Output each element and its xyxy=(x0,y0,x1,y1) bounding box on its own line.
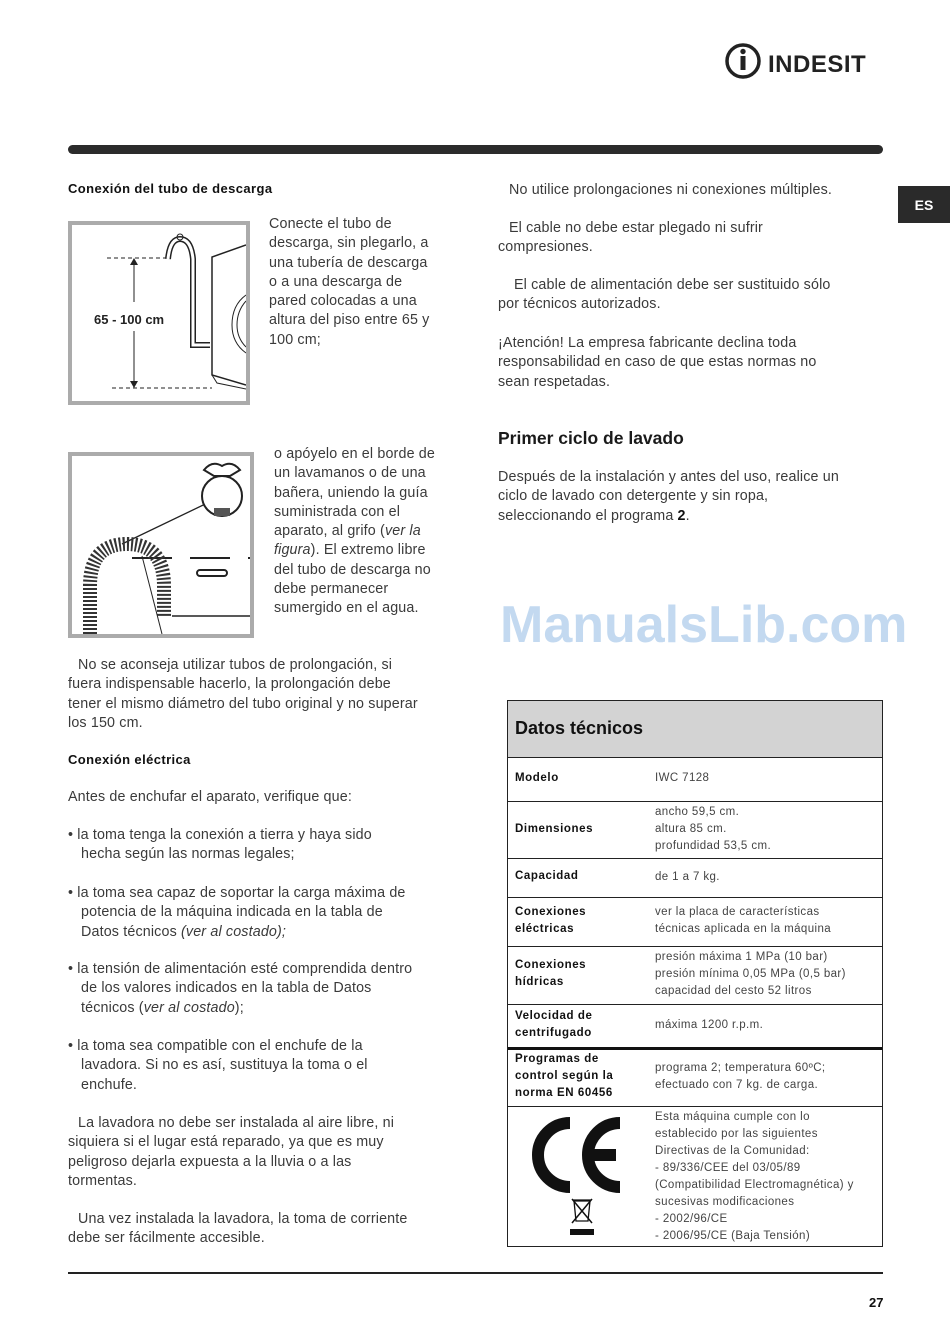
electrical-heading: Conexión eléctrica xyxy=(68,752,191,767)
language-tab: ES xyxy=(898,186,950,223)
header-rule xyxy=(68,145,883,154)
right-paragraph-1: No utilice prolongaciones ni conexiones múltiples. xyxy=(509,182,833,198)
extension-paragraph: No se aconseja utilizar tubos de prolongación, si fuera indispensable hacerlo, la prolongación debe tener el mismo diámetro del tubo original y no superar los 150 cm. xyxy=(68,657,418,731)
svg-text:INDESIT: INDESIT xyxy=(768,51,867,78)
access-paragraph: Una vez instalada la lavadora, la toma de corriente debe ser fácilmente accesible. xyxy=(68,1211,408,1247)
first-cycle-paragraph: Después de la instalación y antes del uso, realice un ciclo de lavado con detergente y sin ropa, seleccionando el programa 2. xyxy=(498,469,839,524)
row-label: Dimensiones xyxy=(515,823,594,835)
watermark: ManualsLib.com xyxy=(500,596,908,654)
outdoor-paragraph: La lavadora no debe ser instalada al aire libre, ni siquiera si el lugar está reparado, ya que es muy peligroso dejarla expuesta a la lluvia o a las tormentas. xyxy=(68,1115,395,1189)
table-row xyxy=(508,1050,882,1107)
height-range-label: 65 - 100 cm xyxy=(94,312,165,327)
row-label: Capacidad xyxy=(515,870,579,882)
table-row xyxy=(508,947,882,1005)
right-paragraph-2: El cable no debe estar plegado ni sufrir compresiones. xyxy=(498,220,763,256)
bullet-item: • la toma sea compatible con el enchufe de la lavadora. Si no es así, sustituya la toma o el enchufe. xyxy=(68,1038,368,1093)
bullet-item: • la toma tenga la conexión a tierra y haya sido hecha según las normas legales; xyxy=(68,827,372,863)
table-row xyxy=(508,802,882,859)
row-value: máxima 1200 r.p.m. xyxy=(655,1019,764,1031)
bullet-item: • la toma sea capaz de soportar la carga máxima de potencia de la máquina indicada en la tabla de Datos técnicos (ver al costado); xyxy=(68,885,406,940)
row-value: IWC 7128 xyxy=(655,772,710,784)
compliance-text: Esta máquina cumple con lo establecido por las siguientes Directivas de la Comunidad: - 89/336/CEE del 03/05/89 (Compatibilidad Electromagnética) y sucesivas modificaciones - 2002/96/CE - 2006/95/CE (Baja Tensión) xyxy=(655,1111,854,1242)
footer-rule xyxy=(68,1272,883,1274)
row-label: Programas de control según la norma EN 60456 xyxy=(515,1053,614,1099)
drain-instructions-1: Conecte el tubo de descarga, sin plegarlo, a una tubería de descarga o a una descarga de pared colocadas a una altura del piso entre 65 y 100 cm; xyxy=(269,216,430,348)
row-label: Conexiones eléctricas xyxy=(515,906,587,935)
table-row xyxy=(508,859,882,898)
row-value: ancho 59,5 cm. altura 85 cm. profundidad 53,5 cm. xyxy=(655,806,772,852)
table-title: Datos técnicos xyxy=(515,718,644,738)
row-value: de 1 a 7 kg. xyxy=(655,871,720,883)
row-value: presión máxima 1 MPa (10 bar) presión mínima 0,05 MPa (0,5 bar) capacidad del cesto 52 litros xyxy=(655,951,846,997)
drain-instructions-2: o apóyelo en el borde de un lavamanos o de una bañera, uniendo la guía suministrada con el aparato, al grifo (ver la figura). El extremo libre del tubo de descarga no debe permanecer sumergido en el agua. xyxy=(274,446,435,616)
weee-bin-icon xyxy=(565,1193,599,1244)
row-value: ver la placa de características técnicas aplicada en la máquina xyxy=(655,906,832,935)
row-value: programa 2; temperatura 60ºC; efectuado con 7 kg. de carga. xyxy=(655,1062,826,1091)
technical-data-table xyxy=(507,700,883,1247)
table-row xyxy=(508,758,882,802)
indesit-logo xyxy=(724,42,884,87)
electrical-intro: Antes de enchufar el aparato, verifique que: xyxy=(68,789,352,805)
row-label: Velocidad de centrifugado xyxy=(515,1010,593,1039)
row-label: Conexiones hídricas xyxy=(515,959,587,988)
row-label: Modelo xyxy=(515,772,559,784)
table-header xyxy=(508,701,882,758)
table-row-compliance xyxy=(508,1107,882,1247)
page-number: 27 xyxy=(869,1295,884,1310)
bullet-item: • la tensión de alimentación esté comprendida dentro de los valores indicados en la tabla de Datos técnicos (ver al costado); xyxy=(68,961,413,1016)
drain-height-figure xyxy=(68,221,250,405)
first-cycle-heading: Primer ciclo de lavado xyxy=(498,428,684,448)
sink-hose-figure xyxy=(68,452,254,638)
drain-heading: Conexión del tubo de descarga xyxy=(68,181,273,196)
table-row xyxy=(508,898,882,947)
ce-mark-icon xyxy=(528,1115,628,1200)
table-row xyxy=(508,1005,882,1050)
warning-paragraph: ¡Atención! La empresa fabricante declina toda responsabilidad en caso de que estas normas no sean respetadas. xyxy=(498,335,817,390)
right-paragraph-3: El cable de alimentación debe ser sustituido sólo por técnicos autorizados. xyxy=(498,277,831,313)
